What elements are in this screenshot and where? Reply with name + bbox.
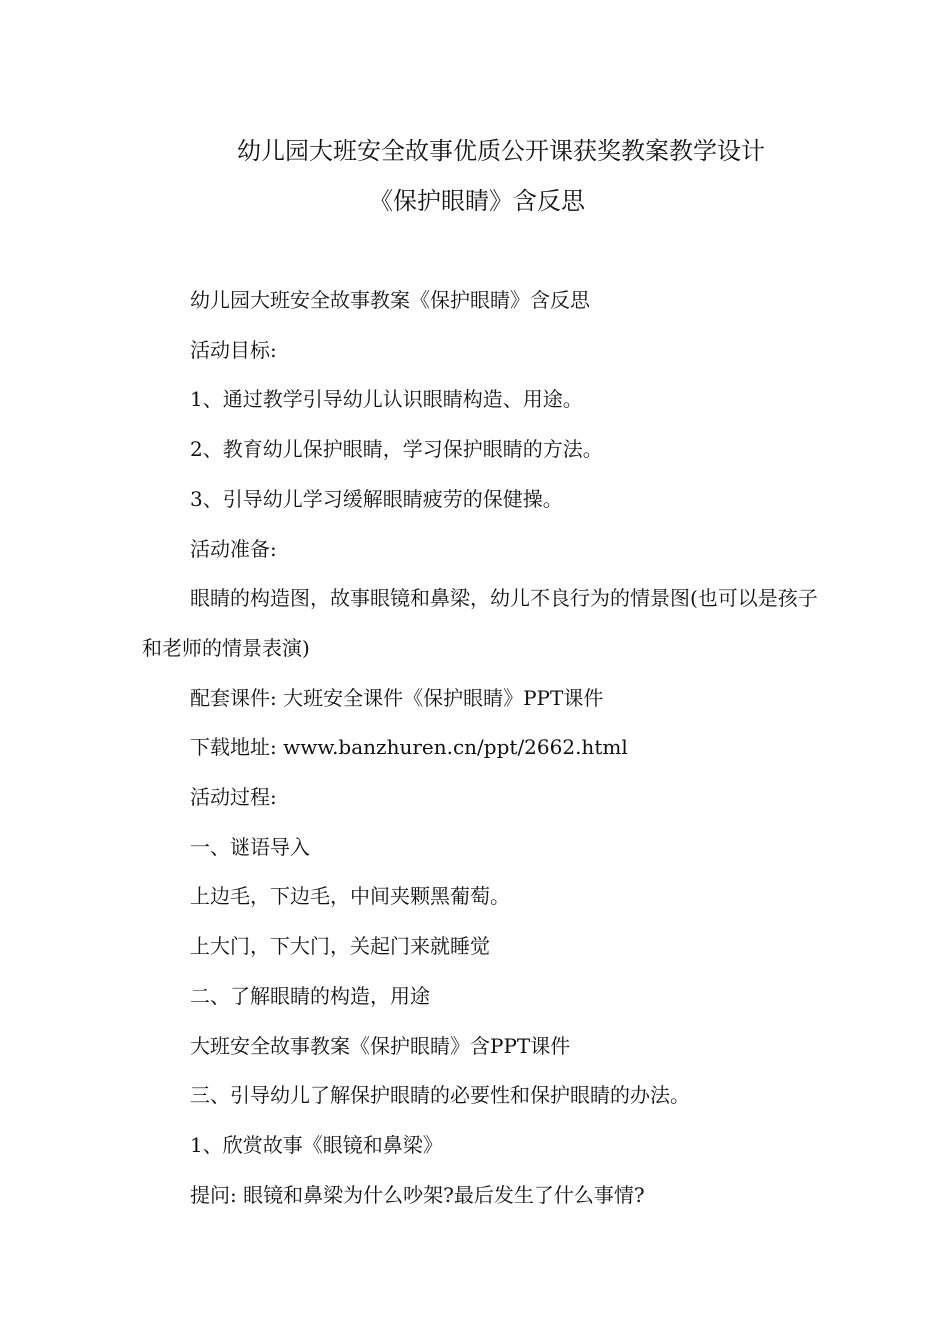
heading-activity-process: 活动过程: [190, 785, 277, 810]
document-body [142, 276, 822, 1220]
download-address-line: 下载地址: www.banzhuren.cn/ppt/2662.html [190, 735, 628, 760]
step-2-text: 大班安全故事教案《保护眼睛》含PPT课件 [190, 1033, 571, 1058]
heading-activity-preparation: 活动准备: [190, 536, 277, 561]
heading-activity-goals: 活动目标: [190, 337, 277, 362]
preparation-text: 眼睛的构造图，故事眼镜和鼻梁，幼儿不良行为的情景图(也可以是孩子和老师的情景表演) [142, 586, 818, 660]
courseware-line: 配套课件: 大班安全课件《保护眼睛》PPT课件 [190, 685, 604, 710]
step-1-heading: 一、谜语导入 [190, 834, 310, 859]
goal-item-2: 2、教育幼儿保护眼睛，学习保护眼睛的方法。 [190, 437, 603, 462]
goal-item-3: 3、引导幼儿学习缓解眼睛疲劳的保健操。 [190, 486, 563, 511]
riddle-line-1: 上边毛，下边毛，中间夹颗黑葡萄。 [190, 884, 510, 909]
step-3-heading: 三、引导幼儿了解保护眼睛的必要性和保护眼睛的办法。 [190, 1083, 690, 1108]
story-appreciation: 1、欣赏故事《眼镜和鼻梁》 [190, 1132, 443, 1157]
paragraph-intro: 幼儿园大班安全故事教案《保护眼睛》含反思 [190, 288, 590, 312]
goal-item-1: 1、通过教学引导幼儿认识眼睛构造、用途。 [190, 387, 583, 412]
question-line: 提问: 眼镜和鼻梁为什么吵架?最后发生了什么事情? [190, 1182, 645, 1207]
title-line-2: 《保护眼睛》含反思 [369, 187, 585, 215]
riddle-line-2: 上大门，下大门，关起门来就睡觉 [190, 934, 490, 959]
title-line-1: 幼儿园大班安全故事优质公开课获奖教案教学设计 [237, 137, 765, 165]
document-title [0, 126, 950, 226]
step-2-heading: 二、了解眼睛的构造，用途 [190, 983, 430, 1008]
